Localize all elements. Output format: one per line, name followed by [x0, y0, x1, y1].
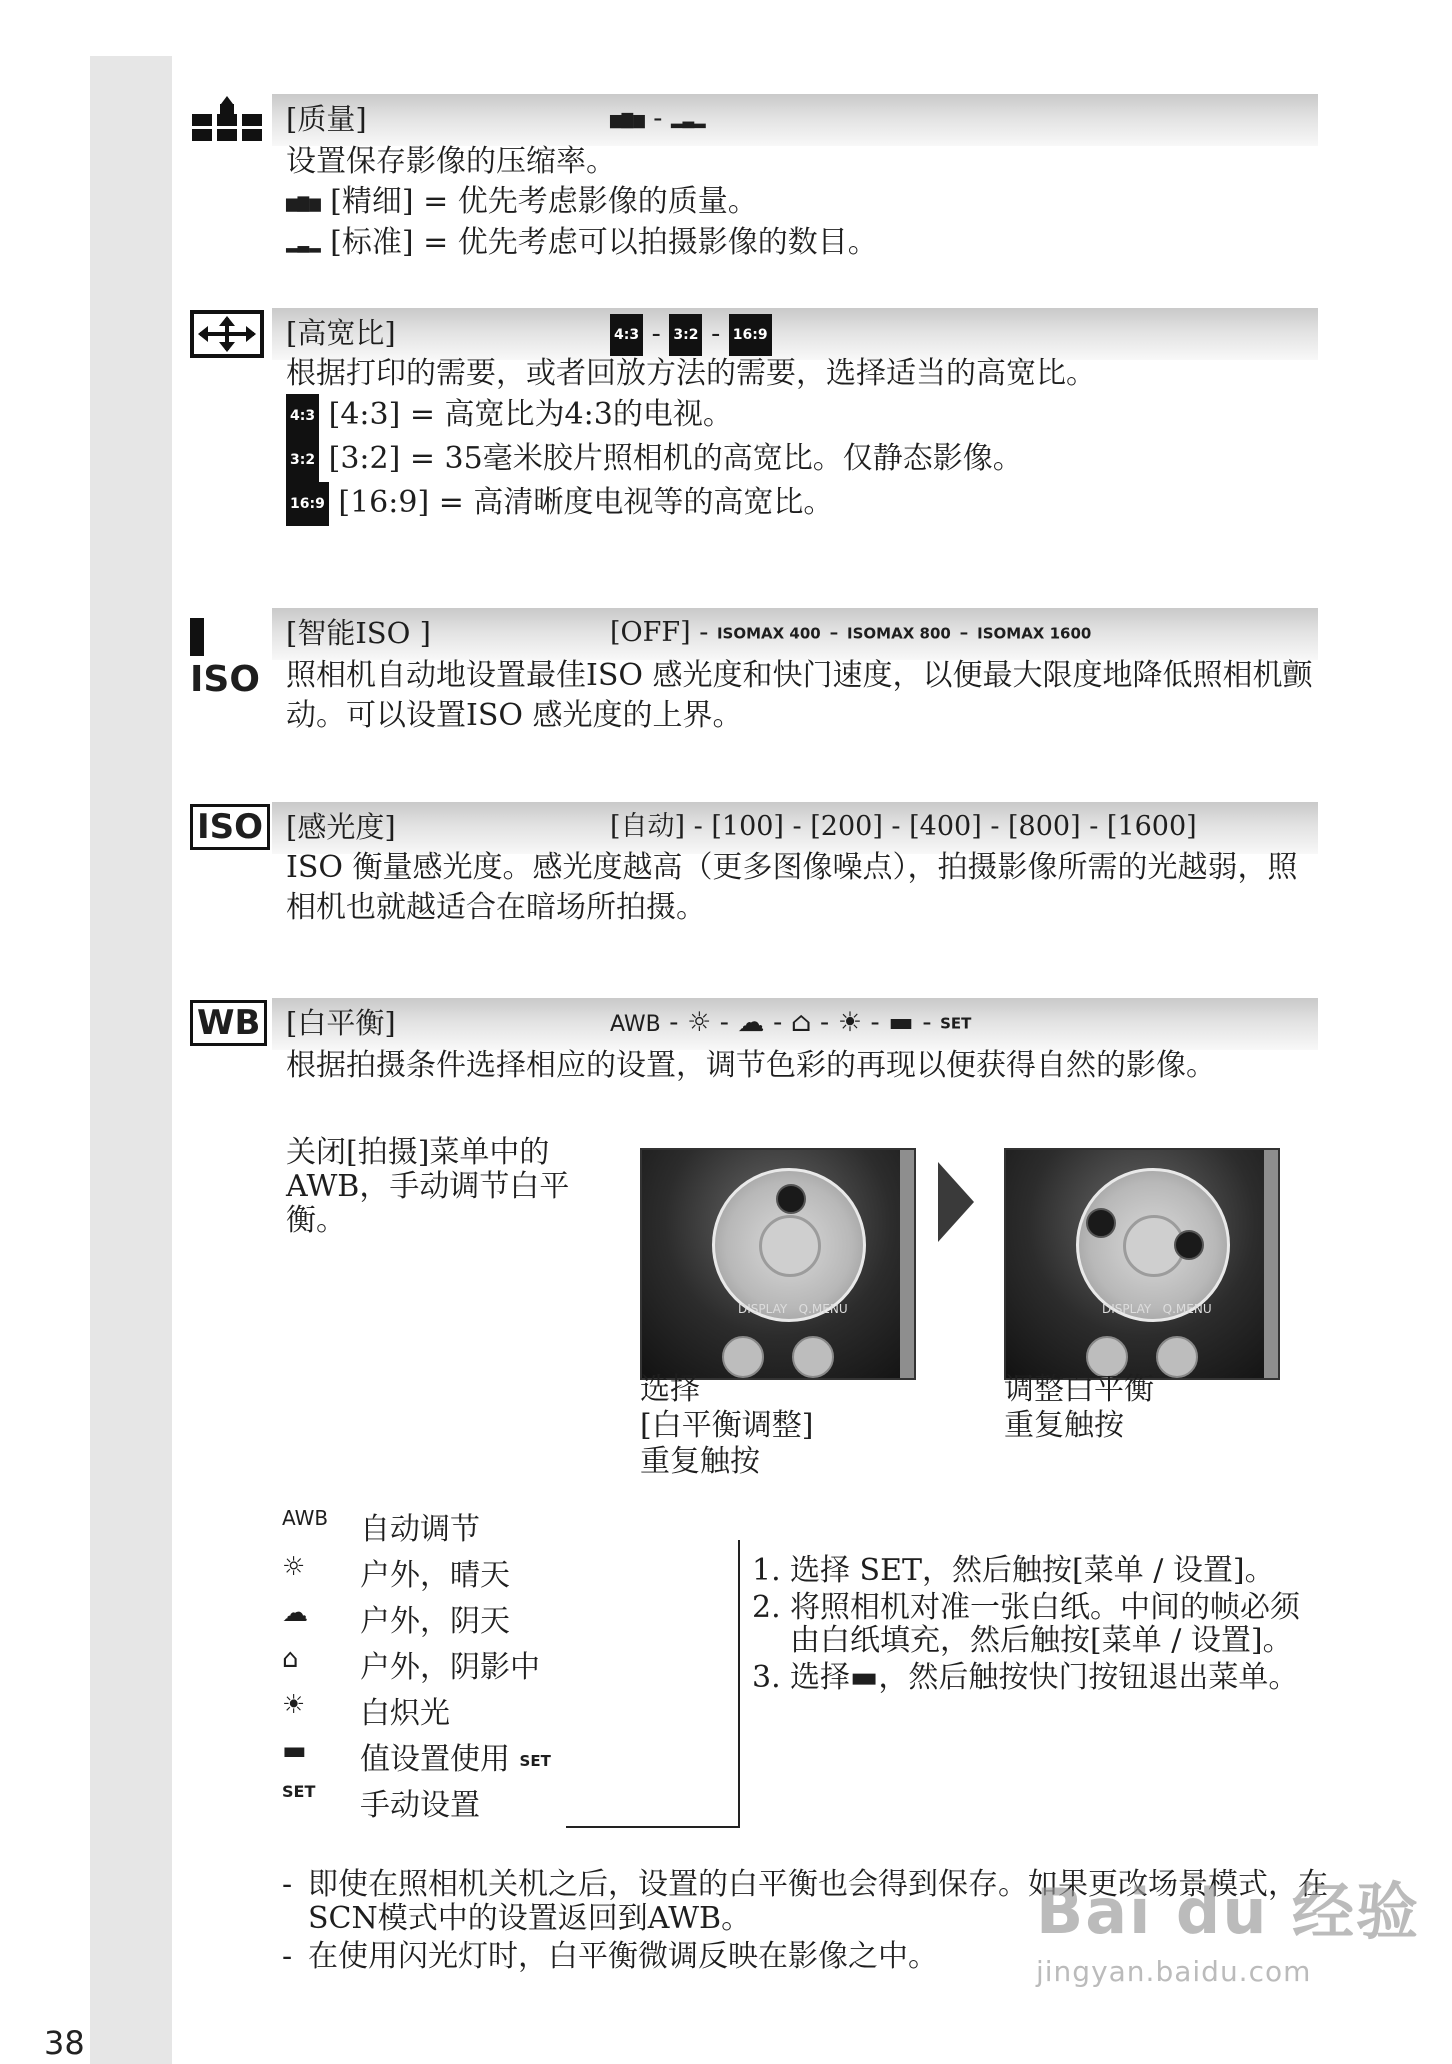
aspect-line-4: 16:9 [16:9] = 高清晰度电视等的高宽比。 [286, 482, 1316, 526]
quality-header-bar [272, 94, 1318, 146]
aspect-chip-16-9: 16:9 [729, 314, 772, 356]
incandescent-icon: ☀ [282, 1690, 306, 1720]
camera-photo-select: DISPLAY Q.MENU [640, 1148, 916, 1380]
aspect-title: [高宽比] [286, 316, 396, 350]
aspect-chip-4-3: 4:3 [610, 314, 643, 356]
camera-photo-adjust: DISPLAY Q.MENU [1004, 1148, 1280, 1380]
sensitivity-body: ISO 衡量感光度。感光度越高（更多图像噪点），拍摄影像所需的光越弱，照相机也就越适合在暗场所拍摄。 [286, 850, 1298, 925]
intelligent-iso-title: [智能ISO ] [286, 616, 431, 650]
aspect-header-bar [272, 308, 1318, 360]
cloudy-icon: ☁ [737, 1007, 765, 1038]
intelligent-iso-icon: ISO [190, 614, 264, 662]
sunny-icon: ☼ [687, 1007, 712, 1038]
side-strip [90, 56, 172, 2064]
sensitivity-title: [感光度] [286, 810, 396, 844]
white-set-icon: ▬ [282, 1736, 307, 1766]
quality-line-3: ▂▃▂ [标准] = 优先考虑可以拍摄影像的数目。 [286, 225, 878, 260]
white-balance-options: AWB - ☼ - ☁ - ⌂ - ☀ - ▬ - SET [610, 1007, 972, 1038]
wb-intro: 关闭[拍摄]菜单中的AWB，手动调节白平衡。 [286, 1135, 570, 1238]
step-2: 2. 将照相机对准一张白纸。中间的帧必须由白纸填充，然后触按[菜单 / 设置]。 [752, 1590, 1300, 1658]
quality-title: [质量] [286, 102, 367, 136]
intelligent-iso-options: [OFF] - ISOMAX 400 - ISOMAX 800 - ISOMAX 1600 [610, 617, 1092, 648]
wb-icon: WB [190, 1000, 264, 1048]
bracket-line [738, 1540, 740, 1828]
quality-options: ▆▇▆ - ▂▃▂ [610, 103, 706, 134]
page-number: 38 [44, 2024, 85, 2062]
aspect-line-3: 3:2 [3:2] = 35毫米胶片照相机的高宽比。仅静态影像。 [286, 438, 1316, 482]
quality-line-2: ▆▇▆ [精细] = 优先考虑影像的质量。 [286, 184, 758, 219]
step-1: 1. 选择 SET，然后触按[菜单 / 设置]。 [752, 1553, 1275, 1588]
cloudy-icon: ☁ [282, 1598, 308, 1628]
note-2: - 在使用闪光灯时，白平衡微调反映在影像之中。 [282, 1939, 938, 1974]
aspect-line-1: 根据打印的需要，或者回放方法的需要，选择适当的高宽比。 [286, 356, 1096, 391]
aspect-line-2: 4:3 [4:3] = 高宽比为4:3的电视。 [286, 394, 1316, 438]
white-balance-body: 根据拍摄条件选择相应的设置，调节色彩的再现以便获得自然的影像。 [286, 1048, 1216, 1083]
bracket-line [566, 1826, 740, 1828]
note-1: - 即使在照相机关机之后，设置的白平衡也会得到保存。如果更改场景模式，在SCN模式中的设置返回到AWB。 [282, 1867, 1328, 1936]
aspect-options: 4:3 - 3:2 - 16:9 [610, 314, 772, 356]
photo2-caption: 调整白平衡 重复触按 [1004, 1372, 1154, 1443]
quality-line-1: 设置保存影像的压缩率。 [286, 144, 616, 179]
aspect-ratio-icon [190, 310, 264, 358]
quality-body [286, 142, 1316, 264]
arrow-right-icon [938, 1162, 974, 1242]
manual-set-icon: SET [940, 1014, 972, 1033]
step-3: 3. 选择▬，然后触按快门按钮退出菜单。 [752, 1660, 1299, 1695]
shade-icon: ⌂ [282, 1644, 299, 1674]
sunny-icon: ☼ [282, 1552, 306, 1582]
white-set-icon: ▬ [888, 1007, 914, 1038]
fine-quality-icon: ▆▇▆ [286, 194, 321, 212]
manual-set-icon: SET [282, 1782, 316, 1801]
white-balance-title: [白平衡] [286, 1006, 396, 1040]
incandescent-icon: ☀ [837, 1007, 862, 1038]
iso-icon: ISO [190, 804, 264, 852]
fine-quality-icon: ▆▇▆ [610, 110, 645, 129]
standard-quality-icon: ▂▃▂ [286, 235, 321, 253]
sensitivity-options: [自动] - [100] - [200] - [400] - [800] - [1600] [610, 811, 1197, 842]
baidu-watermark: Bai du 经验 jingyan.baidu.com [1036, 1875, 1421, 1988]
quality-icon [190, 96, 264, 144]
standard-quality-icon: ▂▃▂ [670, 110, 706, 129]
shade-icon: ⌂ [790, 1007, 812, 1038]
aspect-body [286, 354, 1316, 526]
aspect-chip-3-2: 3:2 [669, 314, 702, 356]
intelligent-iso-body: 照相机自动地设置最佳ISO 感光度和快门速度，以便最大限度地降低照相机颤动。可以设置ISO 感光度的上界。 [286, 658, 1313, 733]
photo1-caption: 选择 [白平衡调整] 重复触按 [640, 1372, 814, 1479]
manual-setting-steps [752, 1554, 1322, 1698]
